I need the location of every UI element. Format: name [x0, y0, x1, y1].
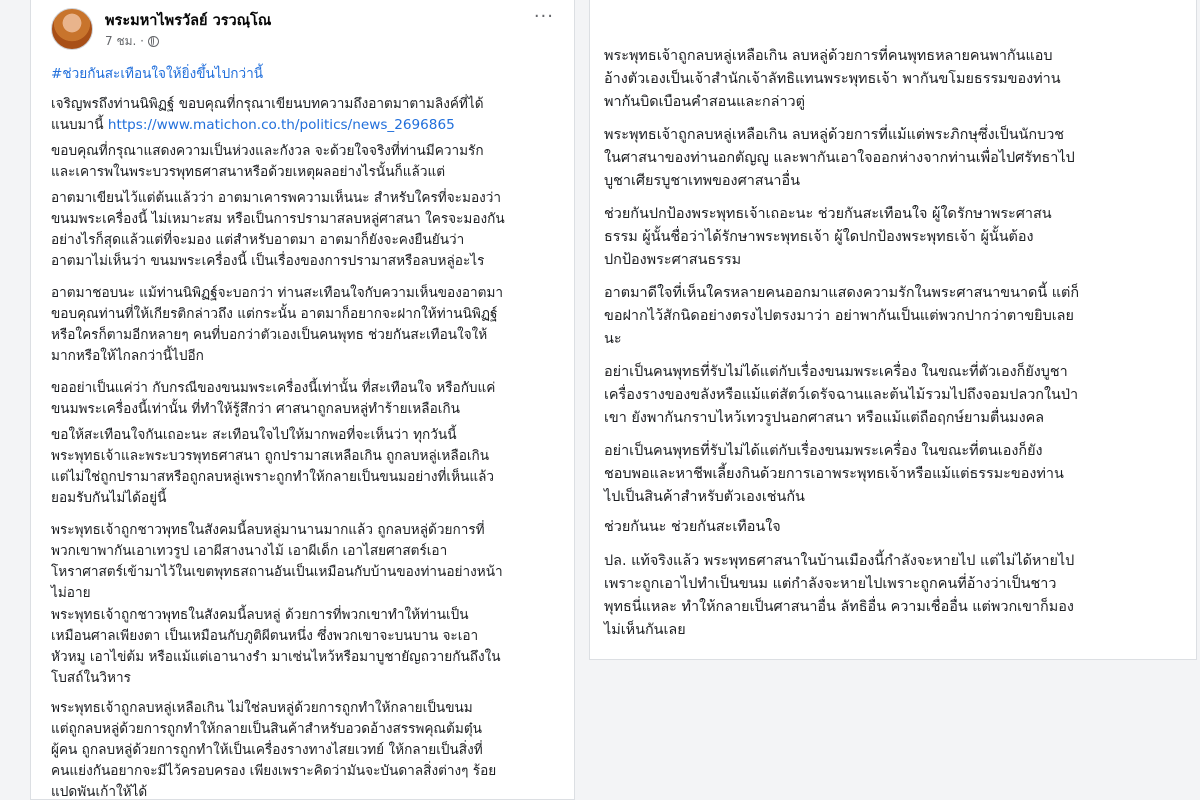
paragraph-line: พระพุทธเจ้าถูกลบหลู่เหลือเกิน ลบหลู่ด้วยการที่แม้แต่พระภิกษุซึ่งเป็นนักบวช [604, 127, 1065, 143]
post-paragraph [604, 282, 1079, 351]
paragraph-line: พุทธนี่แหละ ทำให้กลายเป็นศาสนาอื่น ลัทธิอื่น ความเชื่ออื่น แต่พวกเขาก็มอง [604, 599, 1074, 615]
post-paragraph [51, 378, 495, 420]
post-paragraph [604, 203, 1052, 272]
paragraph-line: อย่างไรก็สุดแล้วแต่ที่จะมอง แต่สำหรับอาตมา อาตมาก็ยังจะคงยืนยันว่า [51, 232, 465, 248]
paragraph-line: อาตมาชอบนะ แม้ท่านนิพิฏฐ์จะบอกว่า ท่านสะเทือนใจกับความเห็นของอาตมา [51, 285, 504, 301]
author-name[interactable]: พระมหาไพรวัลย์ วรวณฺโณ [105, 13, 272, 29]
paragraph-line: บูชาเศียรบูชาเทพของศาสนาอื่น [604, 173, 800, 189]
more-options-button[interactable]: ··· [533, 6, 554, 27]
paragraph-line: ปกป้องพระศาสนธรรม [604, 252, 742, 268]
paragraph-line: อาตมาไม่เห็นว่า ขนมพระเครื่องนี้ เป็นเรื่องของการปรามาสหรือลบหลู่อะไร [51, 253, 485, 269]
paragraph-line: เจริญพรถึงท่านนิพิฏฐ์ ขอบคุณที่กรุณาเขียนบทความถึงอาตมาตามลิงค์ที่ได้ [51, 96, 484, 112]
post-paragraph [51, 425, 494, 509]
post-paragraph [51, 188, 505, 272]
hashtag-link[interactable]: #ช่วยกันสะเทือนใจให้ยิ่งขึ้นไปกว่านี้ [51, 66, 264, 82]
paragraph-line: ขอบคุณที่กรุณาแสดงความเป็นห่วงและกังวล จะด้วยใจจริงที่ท่านมีความรัก [51, 143, 484, 159]
paragraph-line: พระพุทธเจ้าถูกลบหลู่เหลือเกิน ไม่ใช่ลบหลู่ด้วยการถูกทำให้กลายเป็นขนม [51, 700, 473, 716]
paragraph-line: มากหรือให้ไกลกว่านี้ไปอีก [51, 348, 204, 364]
paragraph-line: ขนมพระเครื่องนี้ ไม่เหมาะสม หรือเป็นการปรามาสลบหลู่ศาสนา ใครจะมองกัน [51, 211, 505, 227]
globe-icon [148, 36, 159, 47]
post-paragraph [604, 550, 1074, 642]
paragraph-line: แต่ถูกลบหลู่ด้วยการถูกทำให้กลายเป็นสินค้าสำหรับอวดอ้างสรรพคุณต้มตุ๋น [51, 721, 482, 737]
paragraph-line: ช่วยกันปกป้องพระพุทธเจ้าเถอะนะ ช่วยกันสะเทือนใจ ผู้ใดรักษาพระศาสน [604, 206, 1052, 222]
paragraph-line: ขอฝากไว้สักนิดอย่างตรงไปตรงมาว่า อย่าพากันเป็นแต่พวกปากว่าตาขยิบเลย [604, 308, 1074, 324]
paragraph-line: ชอบพอและหาชีพเลี้ยงกินด้วยการเอาพระพุทธเจ้าหรือแม้แต่ธรรมะของท่าน [604, 466, 1064, 482]
avatar[interactable] [51, 8, 93, 50]
paragraph-line: แต่ไม่ใช่ถูกปรามาสหรือถูกลบหลู่เพราะถูกทำให้กลายเป็นขนมอย่างที่เห็นแล้ว [51, 469, 495, 485]
paragraph-line: ขอให้สะเทือนใจกันเถอะนะ สะเทือนใจไปให้มากพอที่จะเห็นว่า ทุกวันนี้ [51, 427, 457, 443]
paragraph-line: เพราะถูกเอาไปทำเป็นขนม แต่กำลังจะหายไปเพราะถูกคนที่อ้างว่าเป็นชาว [604, 576, 1057, 592]
paragraph-line: พากันบิดเบือนคำสอนและกล่าวตู่ [604, 94, 805, 110]
paragraph-line: ไปเป็นสินค้าสำหรับตัวเองเช่นกัน [604, 489, 805, 505]
post-paragraph [51, 605, 501, 689]
post-paragraph [604, 124, 1075, 193]
paragraph-line: พระพุทธเจ้าถูกลบหลู่เหลือเกิน ลบหลู่ด้วยการที่คนพุทธหลายคนพากันแอบ [604, 48, 1053, 64]
paragraph-line: พระพุทธเจ้าถูกชาวพุทธในสังคมนี้ลบหลู่มานานมากแล้ว ถูกลบหลู่ด้วยการที่ [51, 522, 485, 538]
paragraph-line: พวกเขาพากันเอาเทวรูป เอาผีสางนางไม้ เอาผีเด็ก เอาไสยศาสตร์เอา [51, 543, 448, 559]
paragraph-line: อ้างตัวเองเป็นเจ้าสำนักเจ้าลัทธิแทนพระพุทธเจ้า พากันขโมยธรรมของท่าน [604, 71, 1061, 87]
post-paragraph [51, 141, 484, 183]
paragraph-line [51, 115, 484, 136]
paragraph-line: ธรรม ผู้นั้นชื่อว่าได้รักษาพระพุทธเจ้า ผู้ใดปกป้องพระพุทธเจ้า ผู้นั้นต้อง [604, 229, 1034, 245]
paragraph-line: และเคารพในพระบวรพุทธศาสนาหรือด้วยเหตุผลอย่างไรนั้นก็แล้วแต่ [51, 164, 446, 180]
paragraph-line: อย่าเป็นคนพุทธที่รับไม่ได้แต่กับเรื่องขนมพระเครื่อง ในขณะที่ตัวเองก็ยังบูชา [604, 364, 1068, 380]
post-header [51, 6, 562, 52]
paragraph-line: ขอบคุณท่านที่ให้เกียรติกล่าวถึง แต่กระนั้น อาตมาก็อยากจะฝากให้ท่านนิพิฏฐ์ [51, 306, 498, 322]
post-panel-left [30, 0, 575, 800]
paragraph-line: ไม่เห็นกันเลย [604, 622, 686, 638]
paragraph-line: อาตมาดีใจที่เห็นใครหลายคนออกมาแสดงความรักในพระศาสนาขนาดนี้ แต่ก็ [604, 285, 1080, 301]
post-meta [105, 32, 159, 51]
post-panel-right [589, 0, 1197, 660]
post-time[interactable]: 7 ชม. · [105, 34, 144, 48]
post-paragraph [51, 698, 496, 800]
paragraph-line: เหมือนศาลเพียงตา เป็นเหมือนกับภูติผีตนหนึ่ง ซึ่งพวกเขาจะบนบาน จะเอา [51, 628, 479, 644]
paragraph-line: เขา ยังพากันกราบไหว้เทวรูปนอกศาสนา หรือแม้แต่ถือฤกษ์ยามตื่นมงคล [604, 410, 1045, 426]
post-paragraph [51, 94, 484, 136]
post-paragraph [604, 45, 1061, 114]
paragraph-line: โบสถ์ในวิหาร [51, 670, 131, 686]
post-paragraph [604, 361, 1078, 430]
paragraph-line: ปล. แท้จริงแล้ว พระพุทธศาสนาในบ้านเมืองนี้กำลังจะหายไป แต่ไม่ได้หายไป [604, 553, 1075, 569]
paragraph-line: โหราศาสตร์เข้ามาไว้ในเขตพุทธสถานอันเป็นเหมือนกับบ้านของท่านอย่างหน้า [51, 564, 503, 580]
post-paragraph [604, 516, 781, 539]
paragraph-line: อาตมาเขียนไว้แต่ต้นแล้วว่า อาตมาเคารพความเห็นนะ สำหรับใครที่จะมองว่า [51, 190, 502, 206]
paragraph-line: เครื่องรางของขลังหรือแม้แต่สัตว์เดรัจฉานและต้นไม้รวมไปถึงจอมปลวกในป่า [604, 387, 1079, 403]
paragraph-text: แนบมานี้ [51, 117, 108, 133]
paragraph-line: อย่าเป็นคนพุทธที่รับไม่ได้แต่กับเรื่องขนมพระเครื่อง ในขณะที่ตนเองก็ยัง [604, 443, 1043, 459]
paragraph-line: พระพุทธเจ้าและพระบวรพุทธศาสนา ถูกปรามาสเหลือเกิน ถูกลบหลู่เหลือเกิน [51, 448, 490, 464]
paragraph-line: หัวหมู เอาไข่ต้ม หรือแม้แต่เอานางรำ มาเซ่นไหว้หรือมาบูชายัญถวายกันถึงใน [51, 649, 501, 665]
paragraph-line: ไม่อาย [51, 585, 91, 601]
paragraph-line: คนแย่งกันอยากจะมีไว้ครอบครอง เพียงเพราะคิดว่ามันจะบันดาลสิ่งต่างๆ ร้อย [51, 763, 497, 779]
article-link[interactable]: https://www.matichon.co.th/politics/news_2696865 [107, 117, 455, 133]
paragraph-line: ขออย่าเป็นแค่ว่า กับกรณีของขนมพระเครื่องนี้เท่านั้น ที่สะเทือนใจ หรือกับแค่ [51, 380, 496, 396]
post-paragraph [51, 520, 503, 604]
paragraph-line: ยอมรับกันไม่ได้อยู่นี้ [51, 490, 167, 506]
paragraph-line: หรือใครก็ตามอีกหลายๆ คนที่บอกว่าตัวเองเป็นคนพุทธ ช่วยกันสะเทือนใจให้ [51, 327, 488, 343]
paragraph-line: แปดพันเก้าให้ได้ [51, 784, 148, 800]
post-paragraph [51, 283, 503, 367]
paragraph-line: นะ [604, 331, 622, 347]
paragraph-line: ในศาสนาของท่านอกตัญญู และพากันเอาใจออกห่างจากท่านเพื่อไปศรัทธาไป [604, 150, 1075, 166]
paragraph-line: ขนมพระเครื่องนี้เท่านั้น ที่ทำให้รู้สึกว่า ศาสนาถูกลบหลู่ทำร้ายเหลือเกิน [51, 401, 460, 417]
paragraph-line: พระพุทธเจ้าถูกชาวพุทธในสังคมนี้ลบหลู่ ด้วยการที่พวกเขาทำให้ท่านเป็น [51, 607, 469, 623]
paragraph-line: ช่วยกันนะ ช่วยกันสะเทือนใจ [604, 519, 781, 535]
post-paragraph [604, 440, 1064, 509]
paragraph-line: ผู้คน ถูกลบหลู่ด้วยการถูกทำให้เป็นเครื่องรางทางไสยเวทย์ ให้กลายเป็นสิ่งที่ [51, 742, 483, 758]
